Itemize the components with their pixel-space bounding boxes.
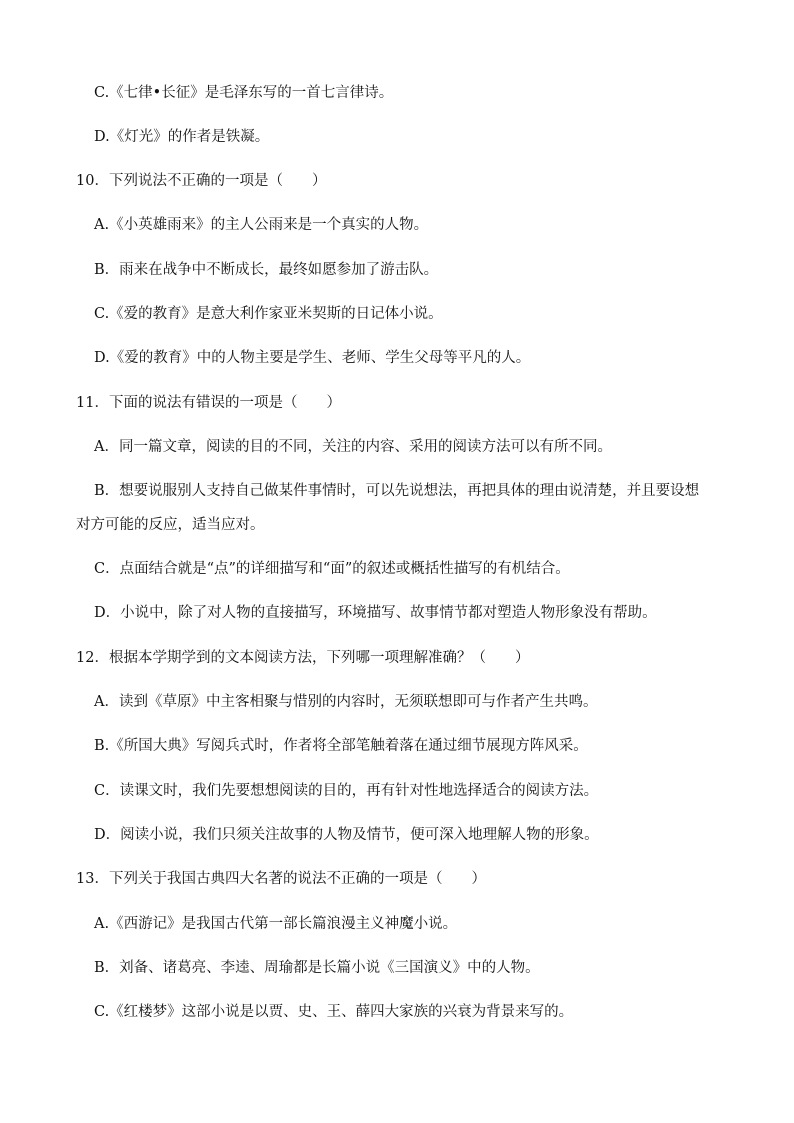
q12-option-d: D．阅读小说，我们只须关注故事的人物及情节，便可深入地理解人物的形象。	[94, 827, 599, 843]
q13-option-b: B．刘备、诸葛亮、李逵、周瑜都是长篇小说《三国演义》中的人物。	[94, 960, 540, 976]
q11-option-c: C．点面结合就是“点”的详细描写和“面”的叙述或概括性描写的有机结合。	[94, 561, 570, 577]
question-11: 11．下面的说法有错误的一项是（ ）	[76, 395, 341, 411]
question-13: 13．下列关于我国古典四大名著的说法不正确的一项是（ ）	[76, 871, 486, 887]
q13-option-c: C.《红楼梦》这部小说是以贾、史、王、薛四大家族的兴衰为背景来写的。	[94, 1004, 574, 1020]
q11-option-b-line2: 对方可能的反应，适当应对。	[76, 517, 265, 533]
q11-option-a: A．同一篇文章，阅读的目的不同，关注的内容、采用的阅读方法可以有所不同。	[94, 439, 612, 455]
q12-option-a: A．读到《草原》中主客相聚与惜别的内容时，无须联想即可与作者产生共鸣。	[94, 694, 598, 710]
q12-option-b: B.《所国大典》写阅兵式时，作者将全部笔触着落在通过细节展现方阵风采。	[94, 738, 588, 754]
q10-option-c: C.《爱的教育》是意大利作家亚米契斯的日记体小说。	[94, 306, 443, 322]
q10-option-a: A.《小英雄雨来》的主人公雨来是一个真实的人物。	[94, 217, 429, 233]
q11-option-d: D．小说中，除了对人物的直接描写，环境描写、故事情节都对塑造人物形象没有帮助。	[94, 605, 657, 621]
q12-option-c: C．读课文时，我们先要想想阅读的目的，再有针对性地选择适合的阅读方法。	[94, 783, 599, 799]
q10-option-b: B．雨来在战争中不断成长，最终如愿参加了游击队。	[94, 262, 439, 278]
q9-option-c: C.《七律•长征》是毛泽东写的一首七言律诗。	[94, 85, 394, 101]
q13-option-a: A.《西游记》是我国古代第一部长篇浪漫主义神魔小说。	[94, 916, 458, 932]
q10-option-d: D.《爱的教育》中的人物主要是学生、老师、学生父母等平凡的人。	[94, 350, 531, 366]
q11-option-b-line1: B．想要说服别人支持自己做某件事情时，可以先说想法，再把具体的理由说清楚，并且要设想	[94, 483, 700, 499]
q9-option-d: D.《灯光》的作者是铁凝。	[94, 129, 270, 145]
question-10: 10．下列说法不正确的一项是（ ）	[76, 173, 327, 189]
question-12: 12．根据本学期学到的文本阅读方法，下列哪一项理解准确？（ ）	[76, 650, 530, 666]
